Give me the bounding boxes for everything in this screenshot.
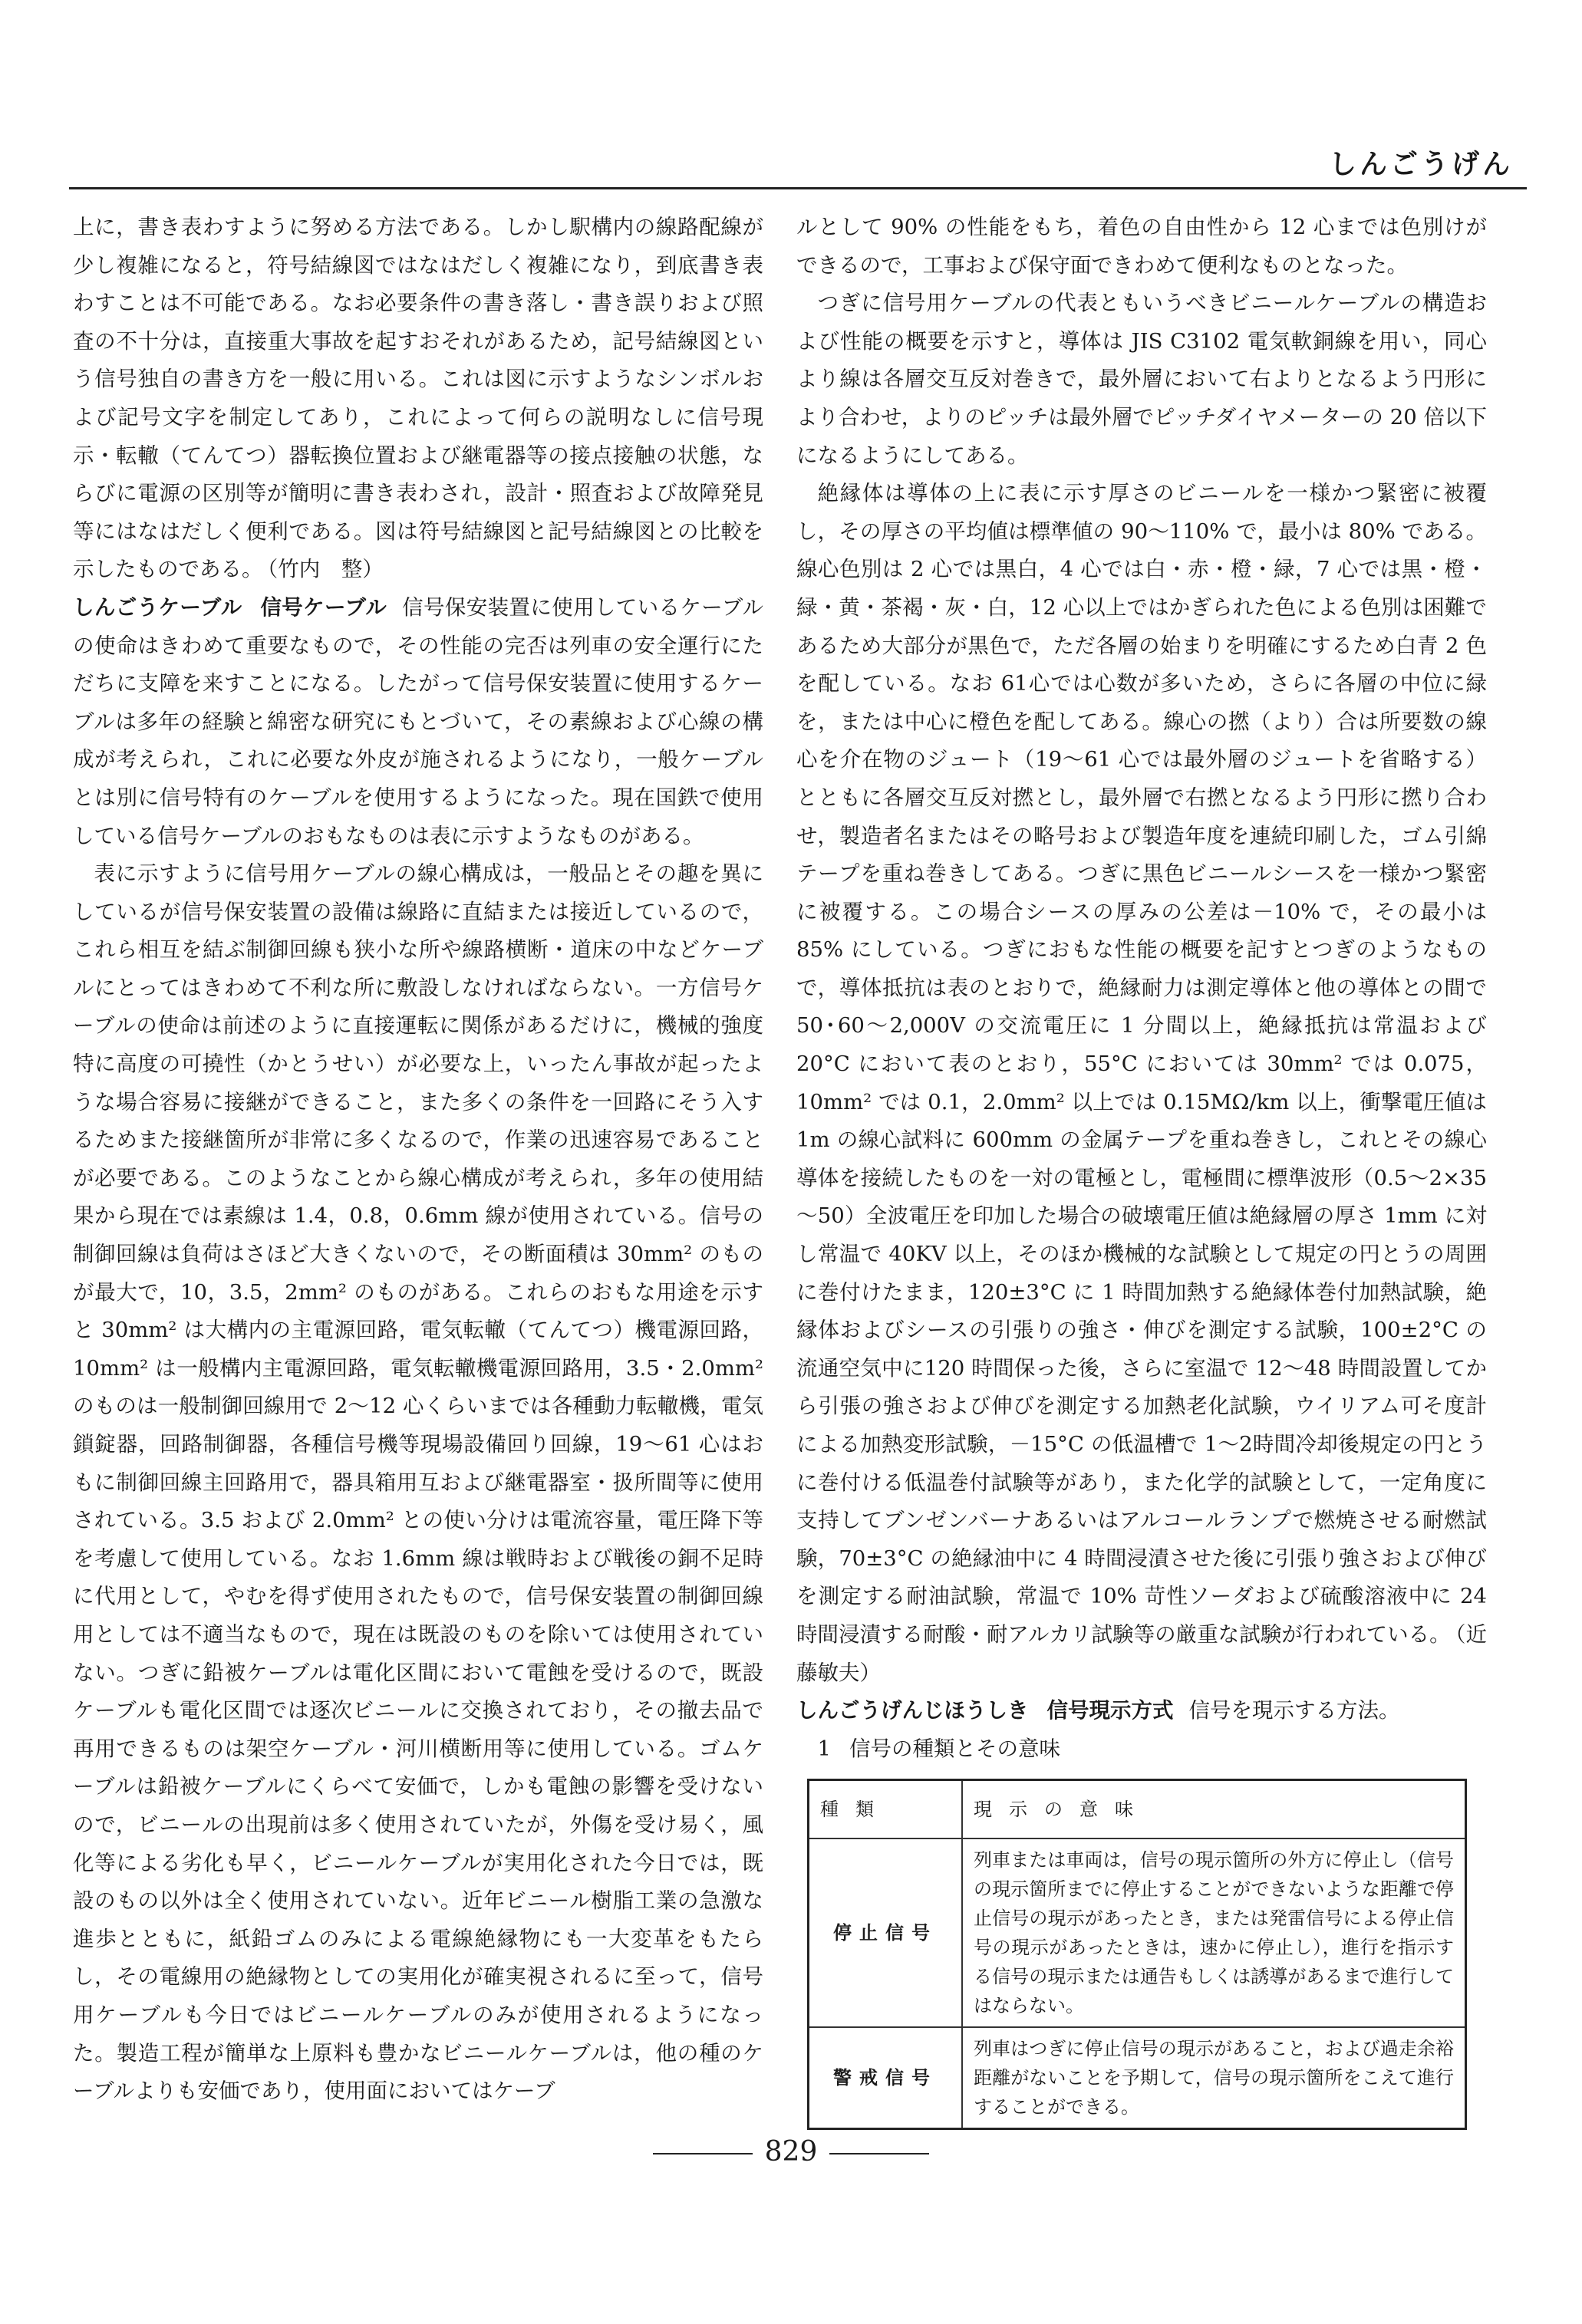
sub-heading xyxy=(796,1730,1487,1769)
paragraph: ルとして 90% の性能をもち，着色の自由性から 12 心までは色別けができるので，工事および保守面できわめて便利なものとなった。 xyxy=(796,215,1487,278)
sub-heading-number: 1 xyxy=(817,1736,831,1761)
right-column xyxy=(796,209,1487,2118)
table-header-meaning: 現示の意味 xyxy=(962,1780,1466,1839)
paragraph-text: 絶縁体は導体の上に表に示す厚さのビニールを一様かつ緊密に被覆し，その厚さの平均値は標準値の 90～110% で，最小は 80% である。線心色別は 2 心では黒白，4 心では白・赤・橙・緑，7 心では黒・橙・緑・黄・茶褐・灰・白，12 心以上ではかぎられた色による色別は困難であるため大部分が黒色で，ただ各層の始まりを明確にするため白青 2 色を配している。なお 61心では心数が多いため，さらに各層の中位に緑を，または中心に橙色を配してある。線心の撚（より）合は所要数の線心を介在物のジュート（19～61 心では最外層のジュートを省略する）とともに各層交互反対撚とし，最外層で右撚となるよう円形に撚り合わせ，製造者名またはその略号および製造年度を連続印刷した，ゴム引綿テープを重ね巻きしてある。つぎに黒色ビニールシースを一様かつ緊密に被覆する。この場合シースの厚みの公差は－10% で，その最小は 85% にしている。つぎにおもな性能の概要を記すとつぎのようなもので，導体抵抗は表のとおりで，絶縁耐力は測定導体と他の導体との間で 50･60～2,000V の交流電圧に 1 分間以上，絶縁抵抗は常温および 20°C において表のとおり，55°C においては 30mm² では 0.075，10mm² では 0.1，2.0mm² 以上では 0.15MΩ/km 以上，衝撃電圧値は 1m の線心試料に 600mm の金属テープを重ね巻きし，これとその線心導体を接続したものを一対の電極とし，電極間に標準波形（0.5～2×35～50）全波電圧を印加した場合の破壊電圧値は絶縁層の厚さ 1mm に対し常温で 40KV 以上，そのほか機械的な試験として規定の円とうの周囲に巻付けたまま，120±3°C に 1 時間加熱する絶縁体巻付加熱試験，絶縁体およびシースの引張りの強さ・伸びを測定する試験，100±2°C の流通空気中に120 時間保った後，さらに室温で 12～48 時間設置してから引張の強さおよび伸びを測定する加熱老化試験，ウイリアム可そ度計による加熱変形試験，－15°C の低温槽で 1～2時間冷却後規定の円とうに巻付ける低温巻付試験等があり，また化学的試験として，一定角度に支持してブンゼンバーナあるいはアルコールランプで燃焼させる耐燃試験，70±3°C の絶縁油中に 4 時間浸漬させた後に引張り強さおよび伸びを測定する耐油試験，常温で 10% 苛性ソーダおよび硫酸溶液中に 24 時間浸漬する耐酸・耐アルカリ試験等の厳重な試験が行われている。 xyxy=(796,481,1487,1647)
page-number-dash-right xyxy=(829,2153,929,2154)
table-row xyxy=(809,2027,1466,2129)
entry-headword-kanji: 信号ケーブル xyxy=(260,594,387,620)
paragraph xyxy=(796,475,1487,1692)
page-number-value: 829 xyxy=(764,2136,818,2168)
signal-meaning-cell: 列車はつぎに停止信号の現示があること，および過走余裕距離がないことを予期して，信号の現示箇所をこえて進行することができる。 xyxy=(962,2027,1466,2129)
entry-headword-kanji: 信号現示方式 xyxy=(1046,1698,1174,1723)
entry-headword-kana: しんごうケーブル xyxy=(73,594,242,620)
dictionary-entry xyxy=(73,589,763,855)
author-credit: （竹内 整） xyxy=(267,557,384,582)
page-number-dash-left xyxy=(653,2153,753,2154)
dictionary-entry xyxy=(796,1692,1487,1730)
entry-headword-kana: しんごうげんじほうしき xyxy=(796,1698,1029,1723)
page-number xyxy=(0,2136,1582,2168)
signal-table xyxy=(807,1779,1467,2130)
table-header-row xyxy=(809,1780,1466,1839)
sub-heading-title: 信号の種類とその意味 xyxy=(849,1736,1060,1761)
entry-text: 信号保安装置に使用しているケーブルの使命はきわめて重要なもので，その性能の完否は列車の安全運行にただちに支障を来すことになる。したがって信号保安装置に使用するケーブルは多年の経験と綿密な研究にもとづいて，その素線および心線の構成が考えられ，これに必要な外皮が施されるようになり，一般ケーブルとは別に信号特有のケーブルを使用するようになった。現在国鉄で使用している信号ケーブルのおもなものは表に示すようなものがある。 xyxy=(73,594,763,848)
signal-type-cell: 停止信号 xyxy=(809,1838,963,2027)
signal-meaning-cell: 列車または車両は，信号の現示箇所の外方に停止し（信号の現示箇所までに停止することができないような距離で停止信号の現示があったとき，または発雷信号による停止信号の現示があったときは，速かに停止し），進行を指示する信号の現示または通告もしくは誘導があるまで進行してはならない。 xyxy=(962,1838,1466,2027)
paragraph: つぎに信号用ケーブルの代表ともいうべきビニールケーブルの構造および性能の概要を示すと，導体は JIS C3102 電気軟銅線を用い，同心より線は各層交互反対巻きで，最外層において右よりとなるよう円形により合わせ，よりのピッチは最外層でピッチダイヤメーターの 20 倍以下になるようにしてある。 xyxy=(796,291,1487,468)
left-column xyxy=(73,209,763,2103)
paragraph-text: 上に，書き表わすように努める方法である。しかし駅構内の線路配線が少し複雑になると，符号結線図ではなはだしく複雑になり，到底書き表わすことは不可能である。なお必要条件の書き落し・書き誤りおよび照査の不十分は，直接重大事故を起すおそれがあるため，記号結線図という信号独自の書き方を一般に用いる。これは図に示すようなシンボルおよび記号文字を制定してあり，これによって何らの説明なしに信号現示・転轍（てんてつ）器転換位置および継電器等の接点接触の状態，ならびに電源の区別等が簡明に書き表わされ，設計・照査および故障発見等にはなはだしく便利である。図は符号結線図と記号結線図との比較を示したものである。 xyxy=(73,215,763,582)
header-rule xyxy=(69,187,1527,189)
table-row xyxy=(809,1838,1466,2027)
paragraph xyxy=(73,209,763,589)
running-head: しんごうげん xyxy=(1328,149,1513,180)
paragraph: 表に示すように信号用ケーブルの線心構成は，一般品とその趣を異にしているが信号保安装置の設備は線路に直結または接近しているので，これら相互を結ぶ制御回線も狭小な所や線路横断・道床の中などケーブルにとってはきわめて不利な所に敷設しなければならない。一方信号ケーブルの使命は前述のように直接運転に関係があるだけに，機械的強度特に高度の可撓性（かとうせい）が必要な上，いったん事故が起ったような場合容易に接継ができること，また多くの条件を一回路にそう入するためまた接継箇所が非常に多くなるので，作業の迅速容易であることが必要である。このようなことから線心構成が考えられ，多年の使用結果から現在では素線は 1.4，0.8，0.6mm 線が使用されている。信号の制御回線は負荷はさほど大きくないので，その断面積は 30mm² のものが最大で，10，3.5，2mm² のものがある。これらのおもな用途を示すと 30mm² は大構内の主電源回路，電気転轍（てんてつ）機電源回路，10mm² は一般構内主電源回路，電気転轍機電源回路用，3.5・2.0mm² のものは一般制御回線用で 2～12 心くらいまでは各種動力転轍機，電気鎖錠器，回路制御器，各種信号機等現場設備回り回線，19～61 心はおもに制御回線主回路用で，器具箱用互および継電器室・扱所間等に使用されている。3.5 および 2.0mm² との使い分けは電流容量，電圧降下等を考慮して使用している。なお 1.6mm 線は戦時および戦後の銅不足時に代用として，やむを得ず使用されたもので，信号保安装置の制御回線用としては不適当なもので，現在は既設のものを除いては使用されていない。つぎに鉛被ケーブルは電化区間において電蝕を受けるので，既設ケーブルも電化区間では逐次ビニールに交換されており，その撤去品で再用できるものは架空ケーブル・河川横断用等に使用している。ゴムケーブルは鉛被ケーブルにくらべて安価で，しかも電蝕の影響を受けないので，ビニールの出現前は多く使用されていたが，外傷を受け易く，風化等による劣化も早く，ビニールケーブルが実用化された今日では，既設のもの以外は全く使用されていない。近年ビニール樹脂工業の急激な進歩とともに，紙鉛ゴムのみによる電線絶縁物にも一大変革をもたらし，その電線用の絶縁物としての実用化が確実視されるに至って，信号用ケーブルも今日ではビニールケーブルのみが使用されるようになった。製造工程が簡単な上原料も豊かなビニールケーブルは，他の種のケーブルよりも安価であり，使用面においてはケーブ xyxy=(73,861,763,2104)
table-header-type: 種類 xyxy=(809,1780,963,1839)
author-credit: （近藤敏夫） xyxy=(796,1621,1487,1685)
signal-type-cell: 警戒信号 xyxy=(809,2027,963,2129)
entry-text: 信号を現示する方法。 xyxy=(1188,1698,1400,1723)
